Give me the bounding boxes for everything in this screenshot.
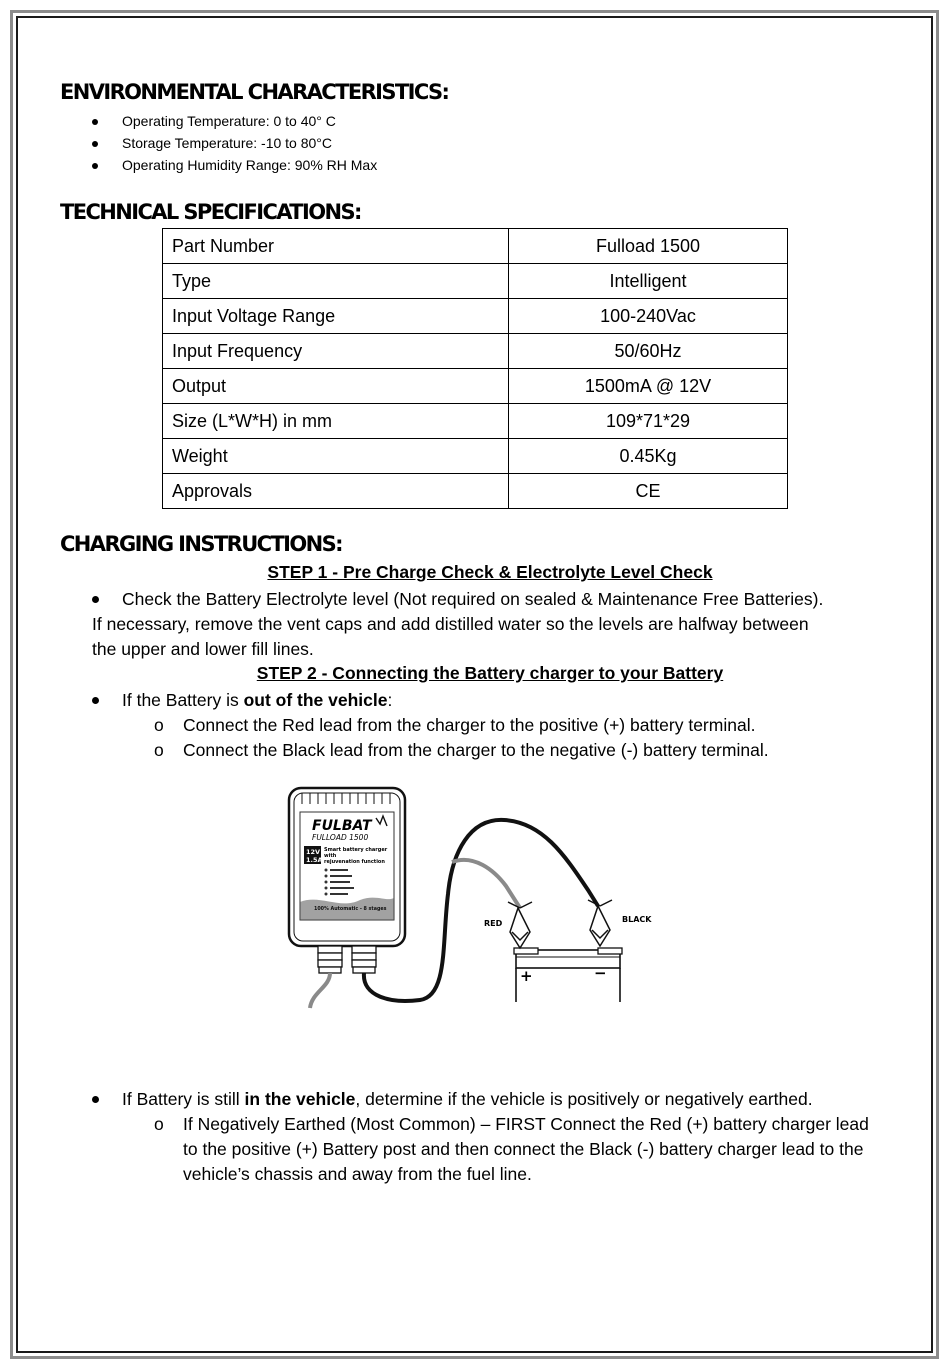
charger-desc-1: Smart battery charger (324, 847, 388, 853)
step1-bullet (92, 587, 892, 612)
text-suffix: , determine if the vehicle is positively or negatively earthed. (355, 1089, 813, 1109)
environmental-heading: ENVIRONMENTAL CHARACTERISTICS: (60, 80, 449, 104)
bullet-icon (92, 119, 98, 125)
text-prefix: If the Battery is (122, 690, 244, 710)
sub-item-text: Connect the Red lead from the charger to the positive (+) battery terminal. (183, 715, 756, 735)
table-row (163, 229, 788, 264)
bullet-icon (92, 596, 99, 603)
bullet-icon (92, 697, 99, 704)
step2-title: STEP 2 - Connecting the Battery charger to your Battery (256, 663, 724, 683)
in-vehicle-bullet (92, 1087, 892, 1112)
spec-value: 100-240Vac (509, 299, 788, 334)
spec-label: Input Voltage Range (163, 299, 509, 334)
spec-value: 0.45Kg (509, 439, 788, 474)
battery-terminal-positive (514, 948, 538, 954)
spec-label: Approvals (163, 474, 509, 509)
red-cable (452, 860, 520, 908)
spec-table (162, 228, 788, 509)
spec-value: Fulload 1500 (509, 229, 788, 264)
text-suffix: : (387, 690, 393, 710)
bullet-icon (92, 163, 98, 169)
list-item-text: Operating Humidity Range: 90% RH Max (122, 157, 378, 173)
spec-value: CE (509, 474, 788, 509)
charger-footer: 100% Automatic - 8 stages (314, 907, 387, 912)
table-row (163, 369, 788, 404)
sub-list-item (154, 1112, 894, 1187)
charging-heading: CHARGING INSTRUCTIONS: (60, 532, 342, 556)
step1-continuation-1: If necessary, remove the vent caps and add distilled water so the levels are halfway between (92, 614, 809, 634)
rating-amp: 1.5A (306, 856, 323, 864)
table-row (163, 299, 788, 334)
charger-model: FULLOAD 1500 (312, 833, 369, 842)
battery-plus-sign: + (520, 967, 533, 985)
sub-list-item (154, 713, 894, 738)
text-prefix: If Battery is still (122, 1089, 245, 1109)
spec-value: 109*71*29 (509, 404, 788, 439)
sub-item-text: If Negatively Earthed (Most Common) – FIRST Connect the Red (+) battery charger lead to the positive (+) Battery post and then connect the Black (-) battery charger lead to the vehicle’s chassis and away from the fuel line. (183, 1114, 869, 1184)
mains-cable (310, 973, 330, 1008)
spec-value: 50/60Hz (509, 334, 788, 369)
table-row (163, 474, 788, 509)
table-row (163, 439, 788, 474)
cable-gland-left (318, 946, 342, 973)
step1-continuation-2: the upper and lower fill lines. (92, 639, 314, 659)
table-row (163, 264, 788, 299)
table-row (163, 404, 788, 439)
sub-item-text: Connect the Black lead from the charger to the negative (-) battery terminal. (183, 740, 769, 760)
sub-list-item (154, 738, 894, 763)
list-item-text: Operating Temperature: 0 to 40° C (122, 113, 336, 129)
sub-bullet-icon: o (154, 1114, 164, 1134)
step1-title: STEP 1 - Pre Charge Check & Electrolyte Level Check (267, 562, 713, 582)
charger-desc-3: rejuvenation function (324, 859, 385, 865)
rating-volt: 12V (306, 848, 321, 856)
battery-minus-sign: − (594, 964, 607, 982)
bullet-text: Check the Battery Electrolyte level (Not required on sealed & Maintenance Free Batteries). (122, 589, 824, 609)
red-label: RED (484, 919, 503, 928)
spec-label: Input Frequency (163, 334, 509, 369)
sub-bullet-icon: o (154, 740, 164, 760)
sub-bullet-icon: o (154, 715, 164, 735)
charger-brand: FULBAT (312, 818, 372, 834)
table-row (163, 334, 788, 369)
environmental-list (92, 110, 377, 176)
spec-label: Part Number (163, 229, 509, 264)
spec-label: Output (163, 369, 509, 404)
black-clamp-icon (588, 900, 612, 946)
spec-label: Weight (163, 439, 509, 474)
battery-terminal-negative (598, 948, 622, 954)
charger-desc-2: with (324, 853, 337, 859)
text-bold: in the vehicle (244, 1089, 356, 1109)
black-label: BLACK (622, 915, 652, 924)
bullet-icon (92, 1096, 99, 1103)
bullet-icon (92, 141, 98, 147)
out-of-vehicle-bullet (92, 688, 892, 713)
spec-value: Intelligent (509, 264, 788, 299)
red-clamp-icon (508, 902, 532, 948)
text-bold: out of the vehicle (243, 690, 388, 710)
list-item (92, 132, 377, 154)
charger-battery-diagram (280, 782, 670, 1014)
spec-value: 1500mA @ 12V (509, 369, 788, 404)
list-item-text: Storage Temperature: -10 to 80°C (122, 135, 333, 151)
spec-label: Type (163, 264, 509, 299)
list-item (92, 154, 377, 176)
list-item (92, 110, 377, 132)
technical-heading: TECHNICAL SPECIFICATIONS: (60, 200, 361, 224)
bullet-text (122, 688, 392, 713)
spec-label: Size (L*W*H) in mm (163, 404, 509, 439)
cable-gland-right (352, 946, 376, 973)
bullet-text (122, 1087, 813, 1112)
